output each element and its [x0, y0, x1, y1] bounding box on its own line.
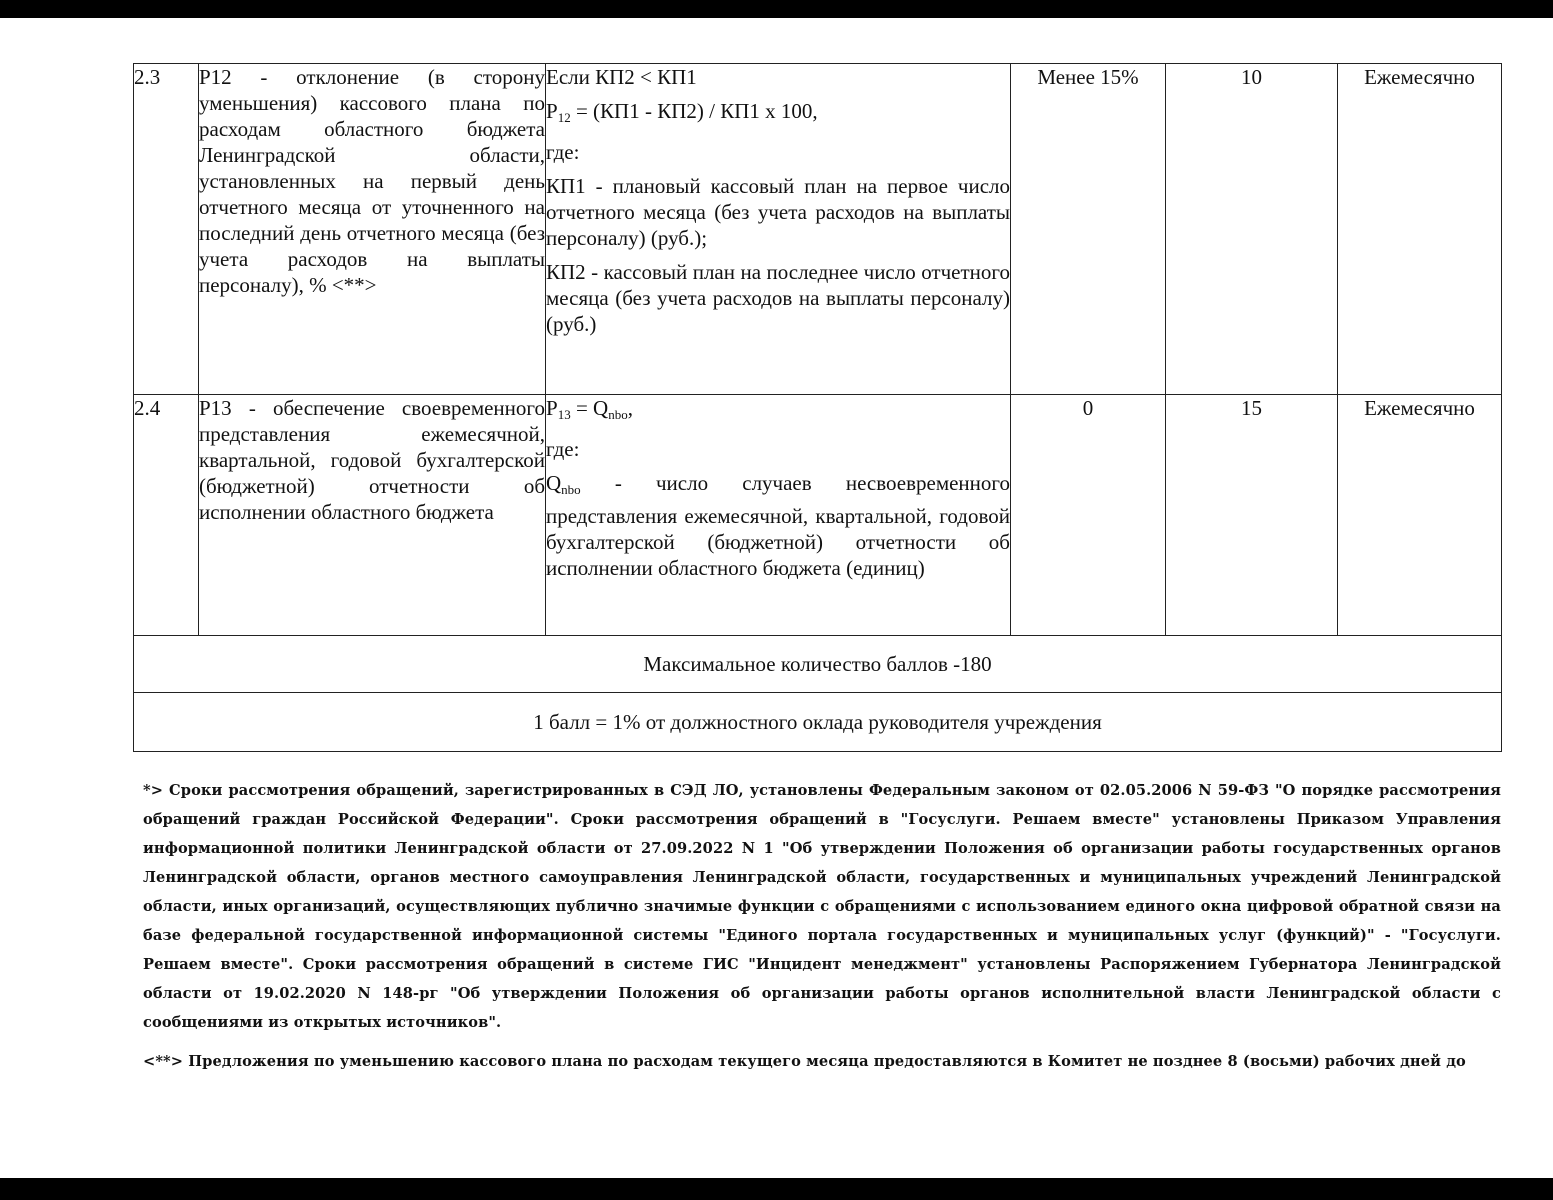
max-points-text: Максимальное количество баллов -180 — [134, 636, 1502, 693]
formula-expression — [546, 395, 1010, 428]
formula-definition — [546, 470, 1010, 581]
formula-q-subscript: nbo — [608, 407, 628, 422]
formula-rhs: = (КП1 - КП2) / КП1 x 100, — [570, 99, 818, 123]
formula-definition: КП2 - кассовый план на последнее число отчетного месяца (без учета расходов на выплаты персоналу) (руб.) — [546, 260, 1010, 336]
point-value-text: 1 балл = 1% от должностного оклада руководителя учреждения — [134, 693, 1502, 752]
criterion-description: Р12 - отклонение (в сторону уменьшения) кассового плана по расходам областного бюджета Ленинградской области, установленных на первый день отчетного месяца от уточненного на последний день отчетного месяца (без учета расходов на выплаты персоналу), % <**> — [199, 64, 546, 395]
footnotes — [143, 776, 1501, 1086]
scan-border — [0, 1178, 1553, 1200]
table-row — [134, 64, 1502, 395]
row-number: 2.4 — [134, 395, 199, 636]
points-value: 10 — [1166, 64, 1338, 395]
formula-tail: , — [627, 396, 633, 420]
threshold-value: 0 — [1011, 395, 1166, 636]
formula-definition: КП1 - плановый кассовый план на первое число отчетного месяца (без учета расходов на выплаты персоналу) (руб.); — [546, 174, 1010, 250]
criterion-description: Р13 - обеспечение своевременного представления ежемесячной, квартальной, годовой бухгалтерской (бюджетной) отчетности об исполнении областного бюджета — [199, 395, 546, 636]
row-number: 2.3 — [134, 64, 199, 395]
formula-subscript: 12 — [557, 110, 571, 125]
formula-subscript: 13 — [557, 407, 571, 422]
criteria-table — [133, 63, 1502, 752]
definition-text: - число случаев несвоевременного представления ежемесячной, квартальной, годовой бухгалтерской (бюджетной) отчетности об исполнении областного бюджета (единиц) — [546, 471, 1010, 580]
points-value: 15 — [1166, 395, 1338, 636]
table-row-summary — [134, 636, 1502, 693]
formula-lhs: Р — [546, 99, 558, 123]
formula-where: где: — [546, 140, 580, 164]
formula-expression — [546, 98, 1010, 131]
criterion-formula — [546, 64, 1011, 395]
formula-lhs: Р — [546, 396, 558, 420]
table-row — [134, 395, 1502, 636]
frequency-value: Ежемесячно — [1338, 64, 1502, 395]
formula-where: где: — [546, 437, 580, 461]
definition-subscript: nbo — [561, 482, 581, 497]
formula-eq: = Q — [570, 396, 609, 420]
footnote: *> Сроки рассмотрения обращений, зарегистрированных в СЭД ЛО, установлены Федеральным законом от 02.05.2006 N 59-ФЗ "О порядке рассмотрения обращений граждан Российской Федерации". Сроки рассмотрения обращений в "Госуслуги. Решаем вместе" установлены Приказом Управления информационной политики Ленинградской области от 27.09.2022 N 1 "Об утверждении Положения об организации работы государственных органов Ленинградской области, органов местного самоуправления Ленинградской области, государственных и муниципальных учреждений Ленинградской области, иных организаций, осуществляющих публично значимые функции с обращениями с использованием единого окна цифровой обратной связи на базе федеральной государственной информационной системы "Единого портала государственных и муниципальных услуг (функций)" - "Госуслуги. Решаем вместе". Сроки рассмотрения обращений в системе ГИС "Инцидент менеджмент" установлены Распоряжением Губернатора Ленинградской области от 19.02.2020 N 148-рг "Об утверждении Положения об организации работы органов исполнительной власти Ленинградской области с сообщениями из открытых источников". — [143, 782, 1501, 1031]
threshold-value: Менее 15% — [1011, 64, 1166, 395]
document-page — [0, 18, 1553, 1178]
formula-condition: Если КП2 < КП1 — [546, 65, 697, 89]
criterion-formula — [546, 395, 1011, 636]
table-row-summary — [134, 693, 1502, 752]
definition-symbol: Q — [546, 471, 562, 495]
frequency-value: Ежемесячно — [1338, 395, 1502, 636]
footnote: <**> Предложения по уменьшению кассового плана по расходам текущего месяца предоставляются в Комитет не позднее 8 (восьми) рабочих дней до — [143, 1053, 1466, 1070]
